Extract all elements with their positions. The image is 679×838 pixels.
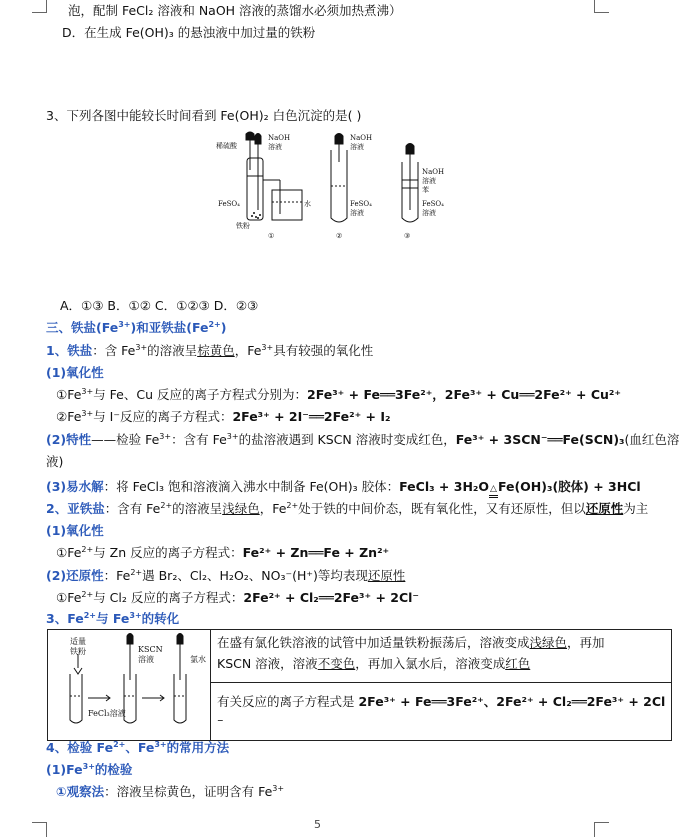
label-fecl3: FeCl₃溶液 bbox=[88, 709, 126, 718]
label-amount: 适量 bbox=[70, 637, 86, 646]
label-benzene: 苯 bbox=[422, 186, 429, 194]
label-iron-powder: 铁粉 bbox=[70, 647, 86, 656]
property-line: (2)特性——检验 $Fe^{3+}$：含有 $Fe^{3+}$的盐溶液遇到 KSCN 溶液时变成红色，Fe³⁺ + 3SCN⁻══Fe(SCN)₃(血红色溶 bbox=[46, 431, 679, 447]
label-solution-2: 溶液 bbox=[350, 143, 364, 151]
label-solution-4: 溶液 bbox=[422, 177, 436, 185]
option-d: D．在生成 Fe(OH)₃ 的悬浊液中加过量的铁粉 bbox=[62, 25, 316, 40]
text-line: 泡，配制 FeCl₂ 溶液和 NaOH 溶液的蒸馏水必须加热煮沸） bbox=[68, 3, 402, 18]
property-line-cont: 液) bbox=[46, 454, 64, 469]
section-heading: 三、铁盐$(Fe^{3+})$和亚铁盐$(Fe^{2+})$ bbox=[46, 319, 227, 335]
label-solution-5: 溶液 bbox=[422, 209, 436, 217]
label-solution-3: 溶液 bbox=[350, 209, 364, 217]
description-cell bbox=[211, 630, 672, 683]
conversion-table bbox=[47, 629, 672, 741]
conversion-heading: 3、$Fe^{2+}$与 $Fe^{3+}$的转化 bbox=[46, 610, 180, 626]
reducing-line: (2)还原性：$Fe^{2+}$遇 Br₂、Cl₂、H₂O₂、NO₃⁻(H⁺)等均表现还原性 bbox=[46, 567, 406, 583]
reaction-line: $①Fe^{2+}$与 Cl₂ 反应的离子方程式：2Fe²⁺ + Cl₂══2Fe³⁺ + 2Cl⁻ bbox=[56, 589, 420, 605]
heat-arrow: △ bbox=[489, 481, 498, 498]
label-water: 水 bbox=[304, 200, 311, 208]
label-naoh-3: NaOH bbox=[422, 168, 445, 176]
label-feso4: FeSO₄ bbox=[218, 200, 240, 208]
detection-subheading: $(1)Fe^{3+}$的检验 bbox=[46, 761, 133, 777]
ferrous-salt-heading: 2、亚铁盐：含有 $Fe^{2+}$的溶液呈浅绿色，$Fe^{2+}$处于铁的中间价态，既有氧化性，又有还原性，但以还原性为主 bbox=[46, 500, 649, 516]
label-feso4-2: FeSO₄ bbox=[350, 200, 372, 208]
equation-line: 有关反应的离子方程式是 2Fe³⁺ + Fe══3Fe²⁺、2Fe²⁺ + Cl₂══2Fe³⁺ + 2Cl bbox=[217, 694, 666, 709]
label-kscn-solution: 溶液 bbox=[138, 655, 154, 664]
crop-mark bbox=[594, 0, 609, 13]
label-naoh-2: NaOH bbox=[350, 134, 373, 142]
subheading-oxidizing: (1)氧化性 bbox=[46, 365, 104, 380]
reaction-line: $①Fe^{2+}$与 Zn 反应的离子方程式：Fe²⁺ + Zn══Fe + Zn²⁺ bbox=[56, 544, 390, 560]
apparatus-figure bbox=[200, 130, 460, 246]
figure-number-1: ① bbox=[268, 232, 275, 240]
page-number: 5 bbox=[314, 818, 321, 831]
label-acid: 稀硫酸 bbox=[216, 142, 237, 150]
subheading-oxidizing-2: (1)氧化性 bbox=[46, 523, 104, 538]
equation-line-cont: ⁻ bbox=[217, 715, 224, 730]
crop-mark bbox=[32, 822, 47, 837]
label-feso4-3: FeSO₄ bbox=[422, 200, 444, 208]
conversion-figure-cell bbox=[48, 630, 211, 741]
equation-cell bbox=[211, 683, 672, 741]
label-solution: 溶液 bbox=[268, 143, 282, 151]
figure-number-2: ② bbox=[336, 232, 343, 240]
label-chlorine-water: 氯水 bbox=[190, 655, 206, 664]
description-line-1: 在盛有氯化铁溶液的试管中加适量铁粉振荡后，溶液变成浅绿色，再加 bbox=[217, 635, 605, 650]
label-naoh: NaOH bbox=[268, 134, 291, 142]
answer-options: A．①③ B．①② C．①②③ D．②③ bbox=[60, 298, 259, 313]
reaction-line: $①Fe^{3+}$与 Fe、Cu 反应的离子方程式分别为：2Fe³⁺ + Fe══3Fe²⁺，2Fe³⁺ + Cu══2Fe²⁺ + Cu²⁺ bbox=[56, 386, 621, 402]
label-iron: 铁粉 bbox=[236, 222, 250, 230]
detection-heading: 4、检验 $Fe^{2+}$、$Fe^{3+}$的常用方法 bbox=[46, 739, 230, 755]
reaction-line: $②Fe^{3+}$与 I⁻反应的离子方程式：2Fe³⁺ + 2I⁻══2Fe²⁺ + I₂ bbox=[56, 408, 391, 424]
label-kscn: KSCN bbox=[138, 645, 163, 654]
crop-mark bbox=[32, 0, 47, 13]
description-line-2: KSCN 溶液，溶液不变色，再加入氯水后，溶液变成红色 bbox=[217, 656, 531, 671]
question-3: 3、下列各图中能较长时间看到 Fe(OH)₂ 白色沉淀的是( ) bbox=[46, 108, 362, 123]
crop-mark bbox=[594, 822, 609, 837]
observation-line: ①观察法：溶液呈棕黄色，证明含有 $Fe^{3+}$ bbox=[56, 783, 285, 799]
figure-number-3: ③ bbox=[404, 232, 411, 240]
conversion-figure bbox=[48, 630, 210, 734]
hydrolysis-line: (3)易水解：将 FeCl₃ 饱和溶液滴入沸水中制备 Fe(OH)₃ 胶体：FeCl₃ + 3H₂O△Fe(OH)₃(胶体) + 3HCl bbox=[46, 477, 641, 498]
iron-salt-heading: 1、铁盐：含 $Fe^{3+}$的溶液呈棕黄色，$Fe^{3+}$具有较强的氧化性 bbox=[46, 342, 374, 358]
